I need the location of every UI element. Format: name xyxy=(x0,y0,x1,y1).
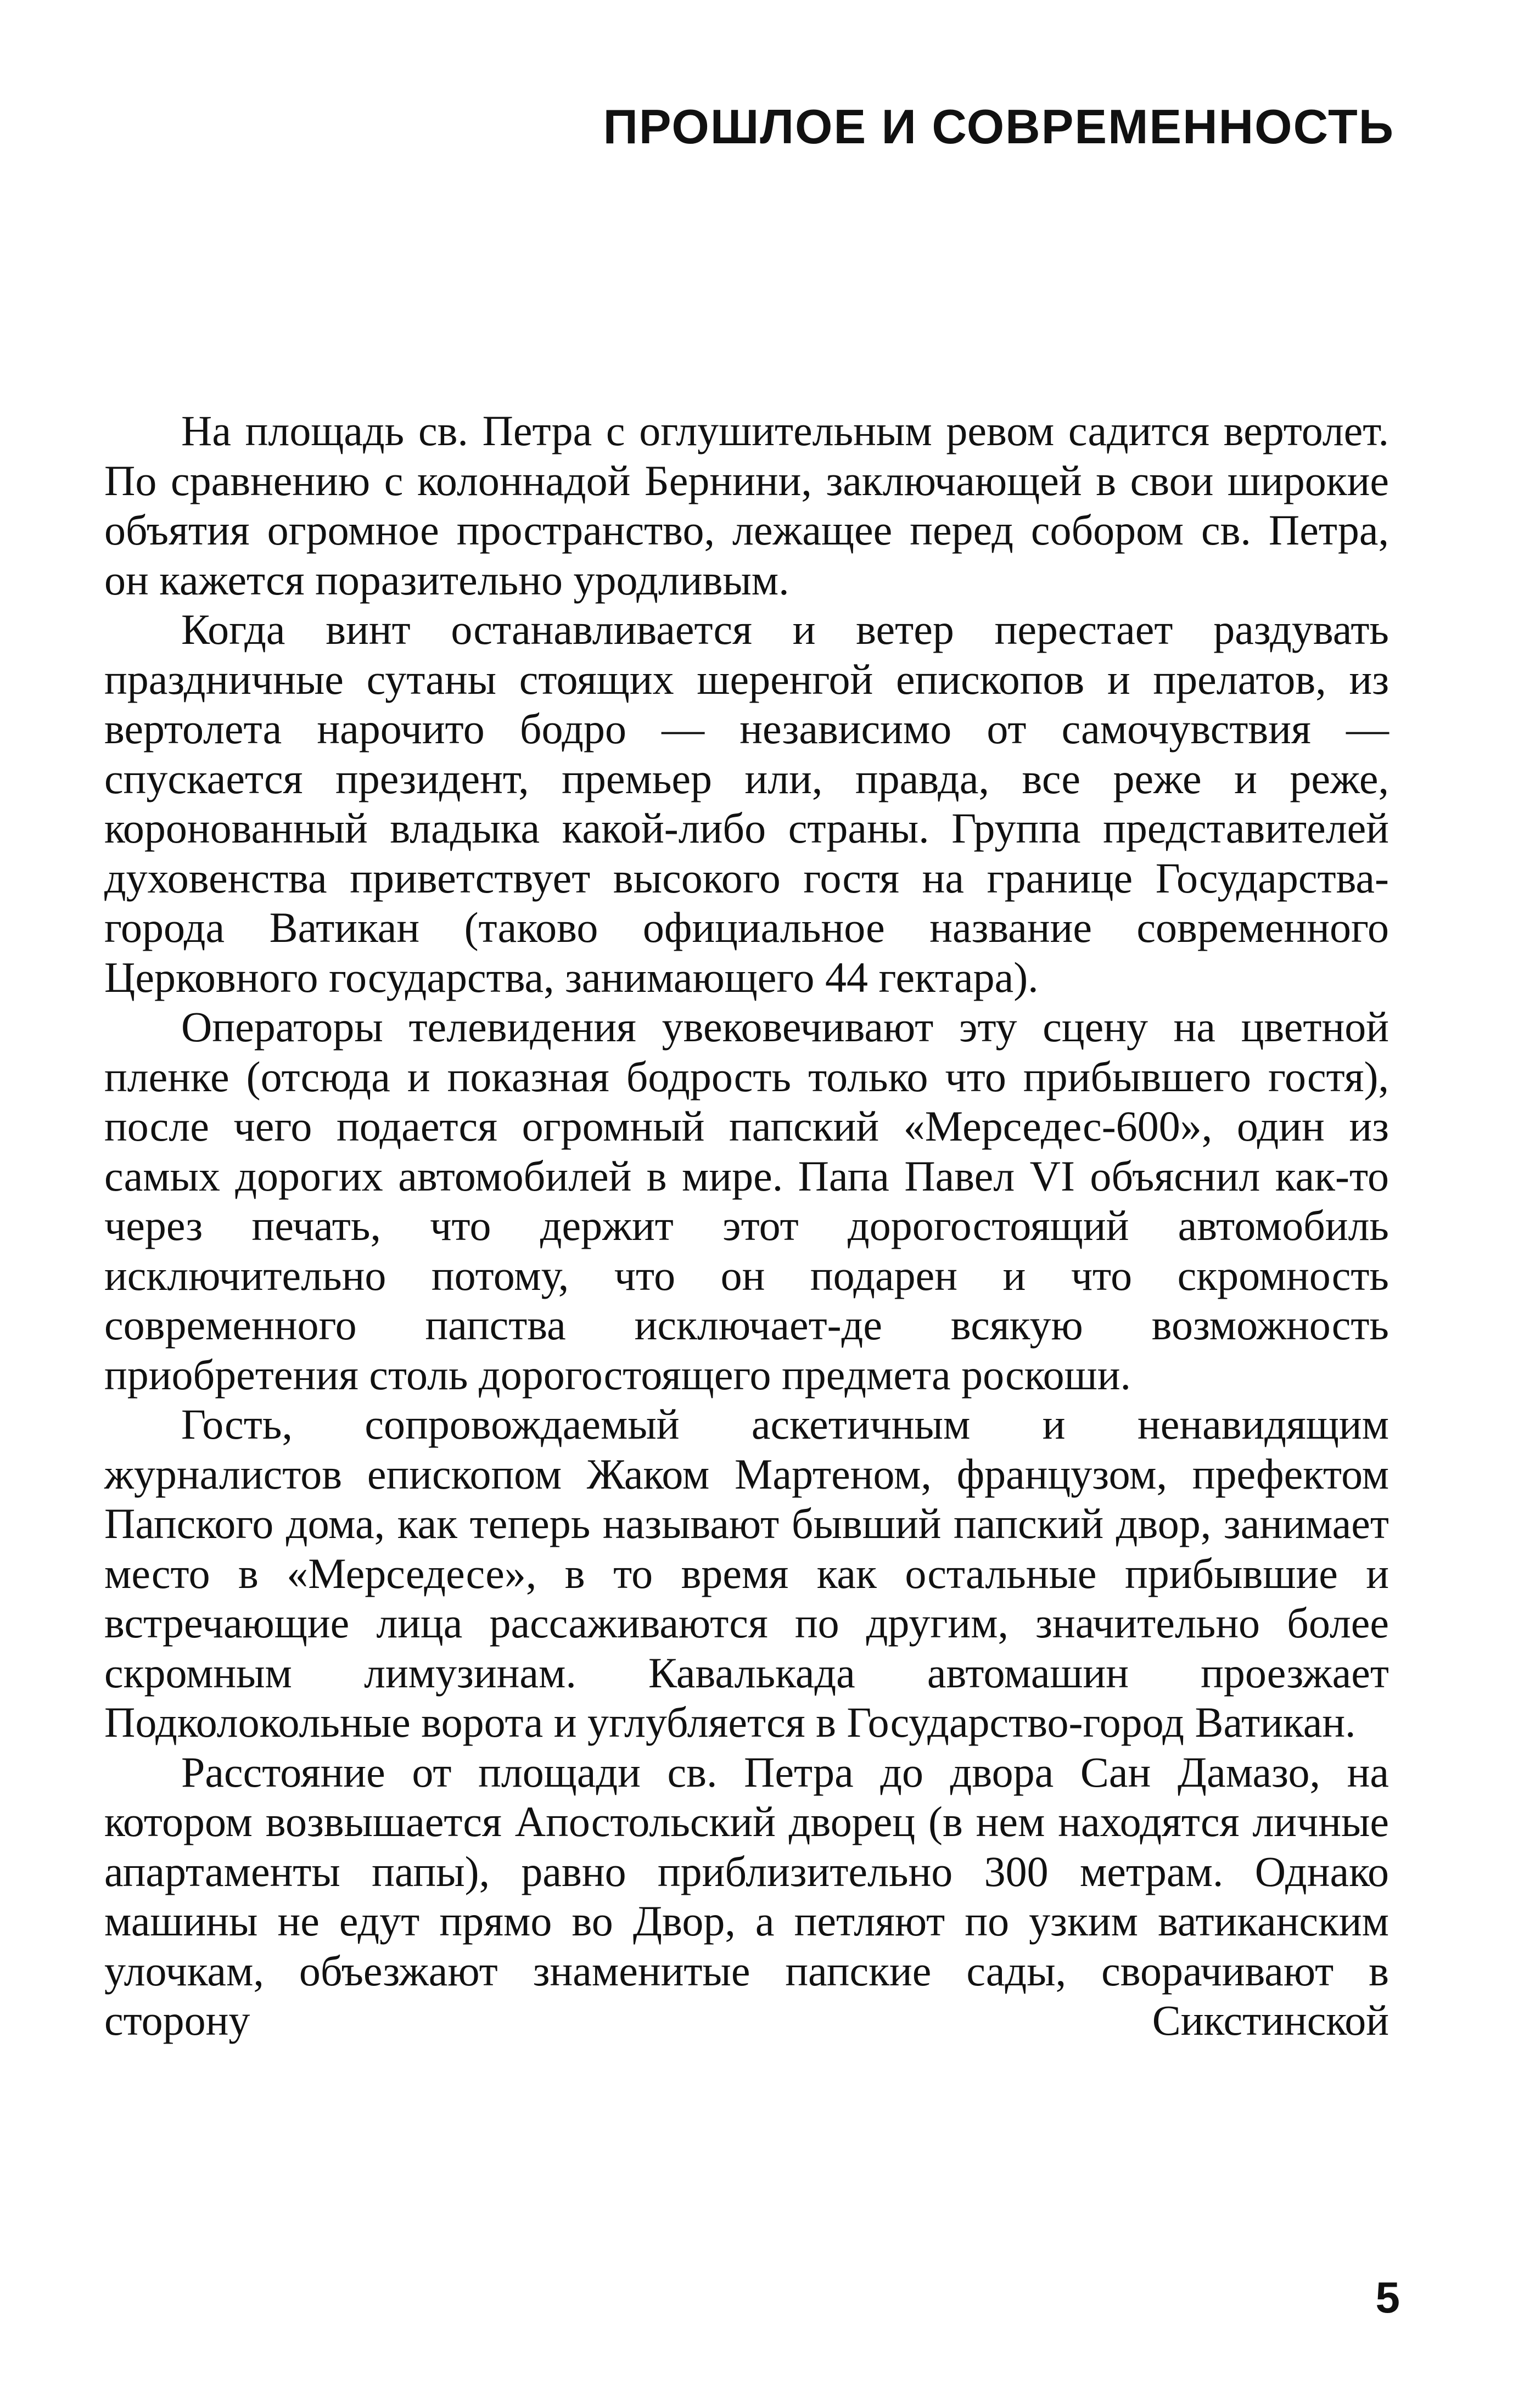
paragraph-distance: Расстояние от площади св. Петра до двора Сан Дамазо, на котором возвышается Апостольский дворец (в нем находятся личные апартаменты папы), равно приблизительно 300 метрам. Однако машины не едут прямо во Двор, а петляют по узким ватиканским улочкам, объезжают знаменитые папские сады, сворачивают в сторону Сикстинской xyxy=(104,1748,1389,2044)
paragraph-helicopter-landing: На площадь св. Петра с оглушительным ревом садится вертолет. По сравнению с колоннадой Бернини, заключающей в свои широкие объятия огромное пространство, лежащее перед собором св. Петра, он кажется поразительно уродливым. xyxy=(104,407,1389,604)
body-text xyxy=(104,406,1389,2046)
chapter-title: ПРОШЛОЕ И СОВРЕМЕННОСТЬ xyxy=(603,99,1394,154)
paragraph-mercedes: Операторы телевидения увековечивают эту сцену на цветной пленке (отсюда и показная бодрость только что прибывшего гостя), после чего подается огромный папский «Мерседес-600», один из самых дорогих автомобилей в мире. Папа Павел VI объяснил как-то через печать, что держит этот дорогостоящий автомобиль исключительно потому, что он подарен и что скромность современного папства исключает-де всякую возможность приобретения столь дорогостоящего предмета роскоши. xyxy=(104,1003,1389,1399)
paragraph-motorcade: Гость, сопровождаемый аскетичным и ненавидящим журналистов епископом Жаком Мартеном, французом, префектом Папского дома, как теперь называют бывший папский двор, занимает место в «Мерседесе», в то время как остальные прибывшие и встречающие лица рассаживаются по другим, значительно более скромным лимузинам. Кавалькада автомашин проезжает Подколокольные ворота и углубляется в Государство-город Ватикан. xyxy=(104,1400,1389,1746)
page-number: 5 xyxy=(1375,2273,1400,2322)
paragraph-guest-arrival: Когда винт останавливается и ветер перестает раздувать праздничные сутаны стоящих шеренгой епископов и прелатов, из вертолета нарочито бодро — независимо от самочувствия — спускается президент, премьер или, правда, все реже и реже, коронованный владыка какой-либо страны. Группа представителей духовенства приветствует высокого гостя на границе Государства-города Ватикан (таково официальное название современного Церковного государства, занимающего 44 гектара). xyxy=(104,605,1389,1001)
